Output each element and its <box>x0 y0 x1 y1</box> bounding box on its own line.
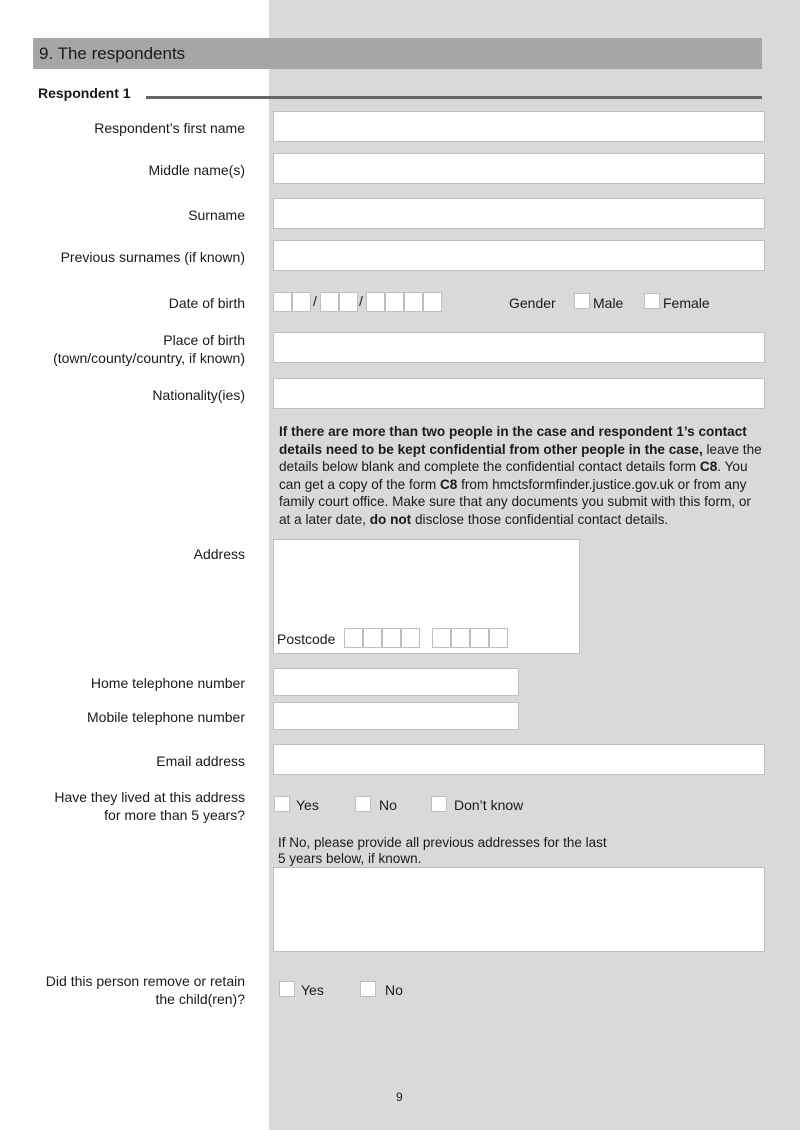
notice-text: disclose those confidential contact details. <box>411 511 669 527</box>
removed-label-line2: the child(ren)? <box>155 991 245 1007</box>
removed-label-line1: Did this person remove or retain <box>45 973 245 989</box>
dob-day-cells[interactable] <box>273 292 311 312</box>
notice-emphasis: do not <box>369 511 412 527</box>
address-label: Address <box>193 546 245 562</box>
nationality-field[interactable] <box>273 378 765 409</box>
confidentiality-notice <box>279 423 763 528</box>
email-field[interactable] <box>273 744 765 775</box>
dob-year-digit[interactable] <box>366 292 385 312</box>
dob-month-cells[interactable] <box>320 292 358 312</box>
postcode-char[interactable] <box>382 628 401 648</box>
dob-separator: / <box>359 293 363 309</box>
middle-names-label: Middle name(s) <box>148 162 245 178</box>
place-of-birth-label-line2: (town/county/country, if known) <box>53 350 245 366</box>
gender-male-label: Male <box>593 295 624 311</box>
dob-day-digit[interactable] <box>273 292 292 312</box>
previous-surnames-label: Previous surnames (if known) <box>60 249 245 265</box>
place-of-birth-field[interactable] <box>273 332 765 363</box>
home-phone-label: Home telephone number <box>90 675 245 691</box>
postcode-label: Postcode <box>277 631 336 647</box>
dob-year-digit[interactable] <box>385 292 404 312</box>
lived-label <box>54 788 245 824</box>
page-number: 9 <box>396 1090 403 1104</box>
postcode-char[interactable] <box>401 628 420 648</box>
heading-rule <box>146 96 762 99</box>
lived-yes-checkbox[interactable] <box>274 796 290 812</box>
first-name-label: Respondent’s first name <box>94 120 245 136</box>
notice-form-code: C8 <box>439 476 458 492</box>
lived-no-checkbox[interactable] <box>355 796 371 812</box>
surname-label: Surname <box>188 207 245 223</box>
removed-label <box>46 972 245 1008</box>
postcode-char[interactable] <box>344 628 363 648</box>
middle-names-field[interactable] <box>273 153 765 184</box>
place-of-birth-label-line1: Place of birth <box>163 332 245 348</box>
dob-month-digit[interactable] <box>320 292 339 312</box>
section-title: 9. The respondents <box>33 38 762 69</box>
nationality-label: Nationality(ies) <box>152 387 245 403</box>
postcode-char[interactable] <box>489 628 508 648</box>
gender-female-label: Female <box>663 295 710 311</box>
removed-yes-label: Yes <box>301 982 324 998</box>
notice-bold-text: If there are more than two people in the case and respondent 1’s contact details need to be kept confidential from other people in the case, <box>279 424 747 457</box>
removed-no-checkbox[interactable] <box>360 981 376 997</box>
removed-no-label: No <box>385 982 403 998</box>
postcode-char[interactable] <box>470 628 489 648</box>
postcode-char[interactable] <box>432 628 451 648</box>
dob-day-digit[interactable] <box>292 292 311 312</box>
lived-dont-know-label: Don’t know <box>454 797 524 813</box>
previous-addresses-field[interactable] <box>273 867 765 952</box>
previous-surnames-field[interactable] <box>273 240 765 271</box>
mobile-phone-label: Mobile telephone number <box>87 709 245 725</box>
first-name-field[interactable] <box>273 111 765 142</box>
gender-male-checkbox[interactable] <box>574 293 590 309</box>
dob-month-digit[interactable] <box>339 292 358 312</box>
email-label: Email address <box>156 753 245 769</box>
place-of-birth-label <box>53 331 245 367</box>
lived-yes-label: Yes <box>296 797 319 813</box>
mobile-phone-field[interactable] <box>273 702 519 730</box>
removed-yes-checkbox[interactable] <box>279 981 295 997</box>
previous-addresses-note: If No, please provide all previous addresses for the last 5 years below, if known. <box>278 835 607 866</box>
dob-year-digit[interactable] <box>404 292 423 312</box>
dob-separator: / <box>313 293 317 309</box>
notice-text: from hmctsformfinder.justice.gov.uk or from any family court office. Make sure that any documents you submit with this form, or at a later date, <box>279 476 751 527</box>
home-phone-field[interactable] <box>273 668 519 696</box>
gender-label: Gender <box>509 295 556 311</box>
lived-label-line2: for more than 5 years? <box>104 807 245 823</box>
gender-female-checkbox[interactable] <box>644 293 660 309</box>
postcode-char[interactable] <box>363 628 382 648</box>
dob-label: Date of birth <box>168 295 245 311</box>
dob-year-digit[interactable] <box>423 292 442 312</box>
notice-text: . You can get a copy of the form <box>279 459 748 492</box>
postcode-outward-cells[interactable] <box>344 628 420 648</box>
notice-form-code: C8 <box>699 459 718 474</box>
dob-year-cells[interactable] <box>366 292 442 312</box>
lived-no-label: No <box>379 797 397 813</box>
respondent-heading: Respondent 1 <box>38 85 131 101</box>
postcode-char[interactable] <box>451 628 470 648</box>
lived-label-line1: Have they lived at this address <box>54 789 245 805</box>
lived-dont-know-checkbox[interactable] <box>431 796 447 812</box>
surname-field[interactable] <box>273 198 765 229</box>
postcode-inward-cells[interactable] <box>432 628 508 648</box>
notice-text: leave the details below blank and complete the confidential contact details form <box>279 441 762 474</box>
